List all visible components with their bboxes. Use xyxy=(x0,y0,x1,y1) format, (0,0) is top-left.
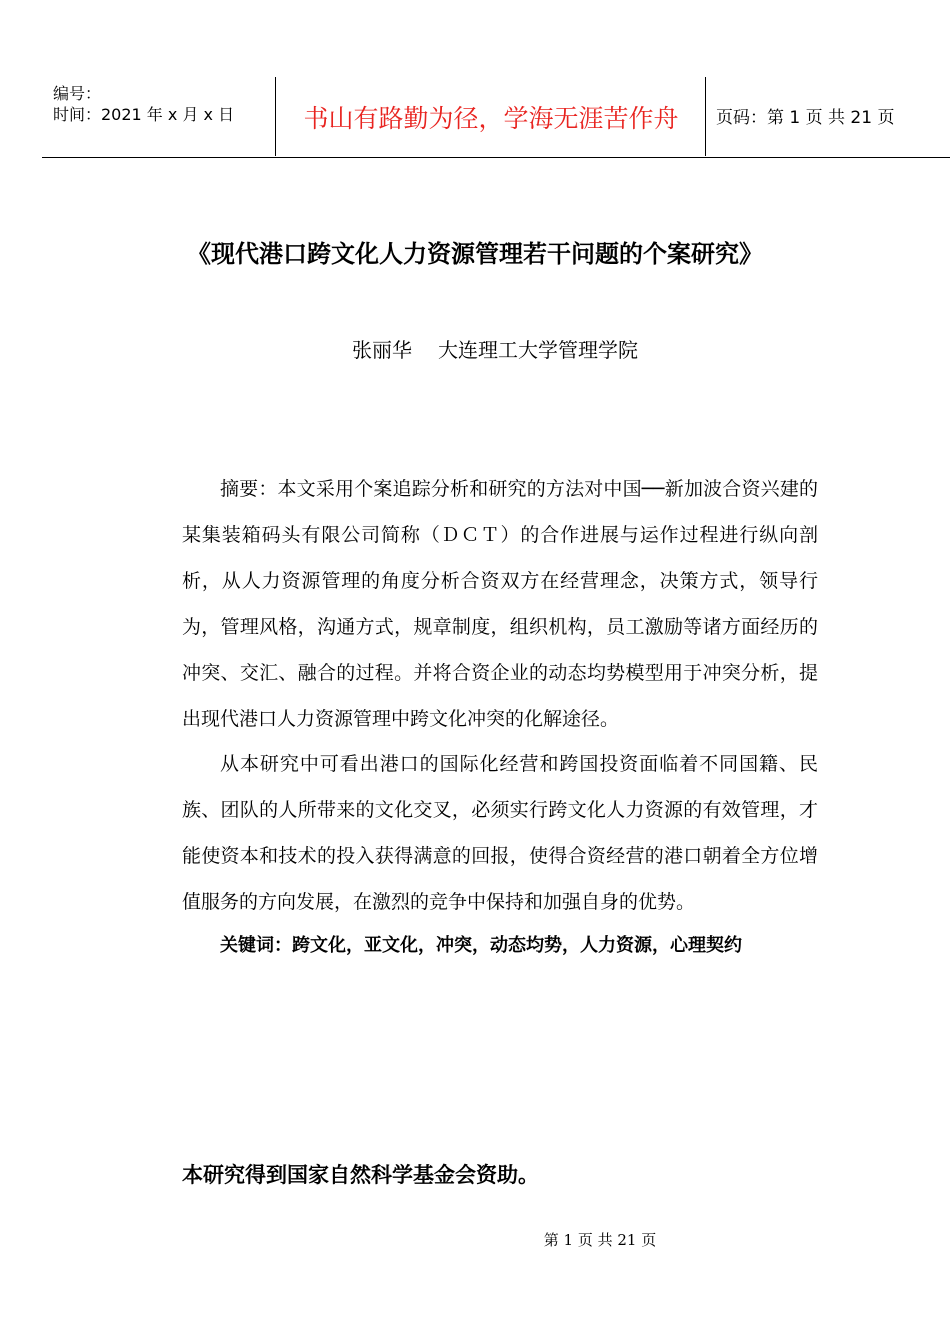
author-line xyxy=(0,336,950,364)
page-footer: 第 1 页 共 21 页 xyxy=(543,1231,657,1249)
author-name: 张丽华 xyxy=(352,338,412,362)
header-divider xyxy=(705,77,706,156)
document-title: 《现代港口跨文化人力资源管理若干问题的个案研究》 xyxy=(187,240,763,268)
abstract-paragraph: 摘要：本文采用个案追踪分析和研究的方法对中国──新加波合资兴建的某集装箱码头有限公司简称（ＤＣＴ）的合作进展与运作过程进行纵向剖析，从人力资源管理的角度分析合资双方在经营理念，决策方式，领导行为，管理风格，沟通方式，规章制度，组织机构，员工激励等诸方面经历的冲突、交汇、融合的过程。并将合资企业的动态均势模型用于冲突分析，提出现代港口人力资源管理中跨文化冲突的化解途径。 xyxy=(182,478,818,730)
author-affiliation: 大连理工大学管理学院 xyxy=(438,338,638,362)
keywords-line: 关键词：跨文化，亚文化，冲突，动态均势，人力资源，心理契约 xyxy=(220,935,742,956)
document-time-label: 时间：2021 年 x 月 x 日 xyxy=(53,105,235,124)
page-header xyxy=(42,77,950,158)
abstract-section xyxy=(182,466,818,742)
document-number-label: 编号： xyxy=(53,84,102,103)
body-paragraph: 从本研究中可看出港口的国际化经营和跨国投资面临着不同国籍、民族、团队的人所带来的文化交叉，必须实行跨文化人力资源的有效管理，才能使资本和技术的投入获得满意的回报，使得合资经营的港口朝着全方位增值服务的方向发展，在激烈的竞争中保持和加强自身的优势。 xyxy=(182,753,818,913)
header-page-info: 页码：第 1 页 共 21 页 xyxy=(716,108,895,128)
header-meta xyxy=(53,83,234,125)
funding-note: 本研究得到国家自然科学基金会资助。 xyxy=(182,1163,539,1187)
body-section xyxy=(182,741,818,925)
header-motto: 书山有路勤为径，学海无涯苦作舟 xyxy=(303,104,679,133)
